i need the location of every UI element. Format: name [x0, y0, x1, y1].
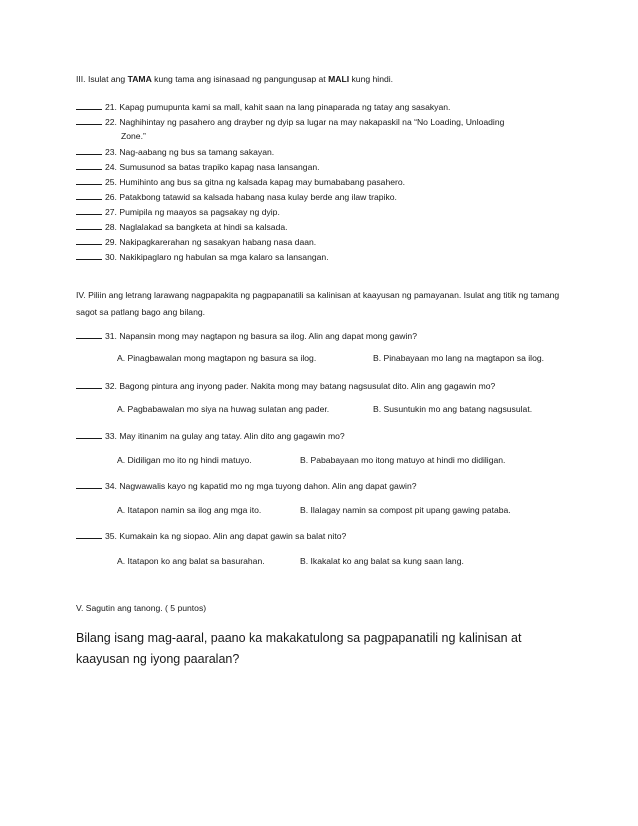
mali-keyword: MALI — [328, 74, 350, 84]
item-number: 21. — [105, 102, 117, 112]
item-number: 27. — [105, 207, 117, 217]
essay-question: Bilang isang mag-aaral, paano ka makakatulong sa pagpapanatili ng kalinisan at kaayusan ng iyong paaralan? — [76, 631, 522, 666]
choice-b: B. Ikakalat ko ang balat sa kung saan lang. — [300, 556, 464, 566]
item-number: 33. — [105, 431, 117, 441]
item-28 — [76, 221, 288, 232]
choice-a: A. Itatapon ko ang balat sa basurahan. — [117, 556, 265, 566]
item-22 — [76, 116, 504, 127]
item-29 — [76, 236, 316, 247]
item-text: Nag-aabang ng bus sa tamang sakayan. — [119, 147, 275, 157]
item-question: Bagong pintura ang inyong pader. Nakita mong may batang nagsusulat dito. Alin ang gagawin mo? — [119, 381, 496, 391]
item-text: Nakipagkarerahan ng sasakyan habang nasa daan. — [119, 237, 317, 247]
answer-blank[interactable] — [76, 380, 102, 389]
item-number: 30. — [105, 252, 117, 262]
item-text: Humihinto ang bus sa gitna ng kalsada kapag may bumababang pasahero. — [119, 177, 406, 187]
section3-intro-mid: kung tama ang isinasaad ng pangungusap at — [151, 74, 329, 84]
choice-a: A. Itatapon namin sa ilog ang mga ito. — [117, 505, 262, 515]
answer-blank[interactable] — [76, 161, 102, 170]
choice-a: A. Pinagbawalan mong magtapon ng basura sa ilog. — [117, 353, 317, 363]
section5-instructions: V. Sagutin ang tanong. ( 5 puntos) — [76, 603, 207, 613]
item-number: 24. — [105, 162, 117, 172]
item-21 — [76, 101, 450, 112]
item-number: 28. — [105, 222, 117, 232]
item-33 — [76, 430, 345, 441]
answer-blank[interactable] — [76, 206, 102, 215]
choice-b: B. Pababayaan mo itong matuyo at hindi mo didiligan. — [300, 455, 506, 465]
item-number: 34. — [105, 481, 117, 491]
answer-blank[interactable] — [76, 176, 102, 185]
item-question: May itinanim na gulay ang tatay. Alin dito ang gagawin mo? — [119, 431, 345, 441]
answer-blank[interactable] — [76, 146, 102, 155]
section3-intro-prefix: III. Isulat ang — [76, 74, 128, 84]
tama-keyword: TAMA — [127, 74, 152, 84]
answer-blank[interactable] — [76, 101, 102, 110]
item-35 — [76, 530, 346, 541]
item-question: Nagwawalis kayo ng kapatid mo ng mga tuyong dahon. Alin ang dapat gawin? — [119, 481, 417, 491]
item-number: 31. — [105, 331, 117, 341]
choice-a: A. Didiligan mo ito ng hindi matuyo. — [117, 455, 252, 465]
section3-instructions — [76, 74, 393, 84]
answer-blank[interactable] — [76, 251, 102, 260]
item-question: Kumakain ka ng siopao. Alin ang dapat gawin sa balat nito? — [119, 531, 347, 541]
item-question: Napansin mong may nagtapon ng basura sa ilog. Alin ang dapat mong gawin? — [119, 331, 417, 341]
item-number: 23. — [105, 147, 117, 157]
item-text: Kapag pumupunta kami sa mall, kahit saan na lang pinaparada ng tatay ang sasakyan. — [119, 102, 451, 112]
item-number: 26. — [105, 192, 117, 202]
answer-blank[interactable] — [76, 480, 102, 489]
section3-intro-suffix: kung hindi. — [349, 74, 394, 84]
answer-blank[interactable] — [76, 530, 102, 539]
answer-blank[interactable] — [76, 236, 102, 245]
item-30 — [76, 251, 329, 262]
item-text: Pumipila ng maayos sa pagsakay ng dyip. — [119, 207, 280, 217]
answer-blank[interactable] — [76, 221, 102, 230]
choice-b: B. Susuntukin mo ang batang nagsusulat. — [373, 404, 533, 414]
choice-a: A. Pagbabawalan mo siya na huwag sulatan ang pader. — [117, 404, 330, 414]
item-number: 25. — [105, 177, 117, 187]
item-number: 35. — [105, 531, 117, 541]
item-23 — [76, 146, 274, 157]
item-number: 29. — [105, 237, 117, 247]
answer-blank[interactable] — [76, 330, 102, 339]
item-25 — [76, 176, 405, 187]
item-31 — [76, 330, 417, 341]
item-number: 22. — [105, 117, 117, 127]
answer-blank[interactable] — [76, 430, 102, 439]
choice-b: B. Ilalagay namin sa compost pit upang gawing pataba. — [300, 505, 511, 515]
item-text: Nakikipaglaro ng habulan sa mga kalaro sa lansangan. — [119, 252, 329, 262]
item-text: Naghihintay ng pasahero ang drayber ng dyip sa lugar na may nakapaskil na “No Loading, Unloading — [119, 117, 505, 127]
item-text: Naglalakad sa bangketa at hindi sa kalsada. — [119, 222, 288, 232]
choice-b: B. Pinabayaan mo lang na magtapon sa ilog. — [373, 353, 545, 363]
item-26 — [76, 191, 397, 202]
item-24 — [76, 161, 320, 172]
section4-instructions: IV. Piliin ang letrang larawang nagpapakita ng pagpapanatili sa kalinisan at kaayusan ng pamayanan. Isulat ang titik ng tamang sagot sa patlang bago ang bilang. — [76, 290, 560, 317]
item-number: 32. — [105, 381, 117, 391]
item-32 — [76, 380, 495, 391]
item-text: Sumusunod sa batas trapiko kapag nasa lansangan. — [119, 162, 320, 172]
item-27 — [76, 206, 280, 217]
answer-blank[interactable] — [76, 116, 102, 125]
item-22-continuation: Zone.” — [121, 131, 146, 141]
item-34 — [76, 480, 417, 491]
item-text: Patakbong tatawid sa kalsada habang nasa kulay berde ang ilaw trapiko. — [119, 192, 397, 202]
answer-blank[interactable] — [76, 191, 102, 200]
